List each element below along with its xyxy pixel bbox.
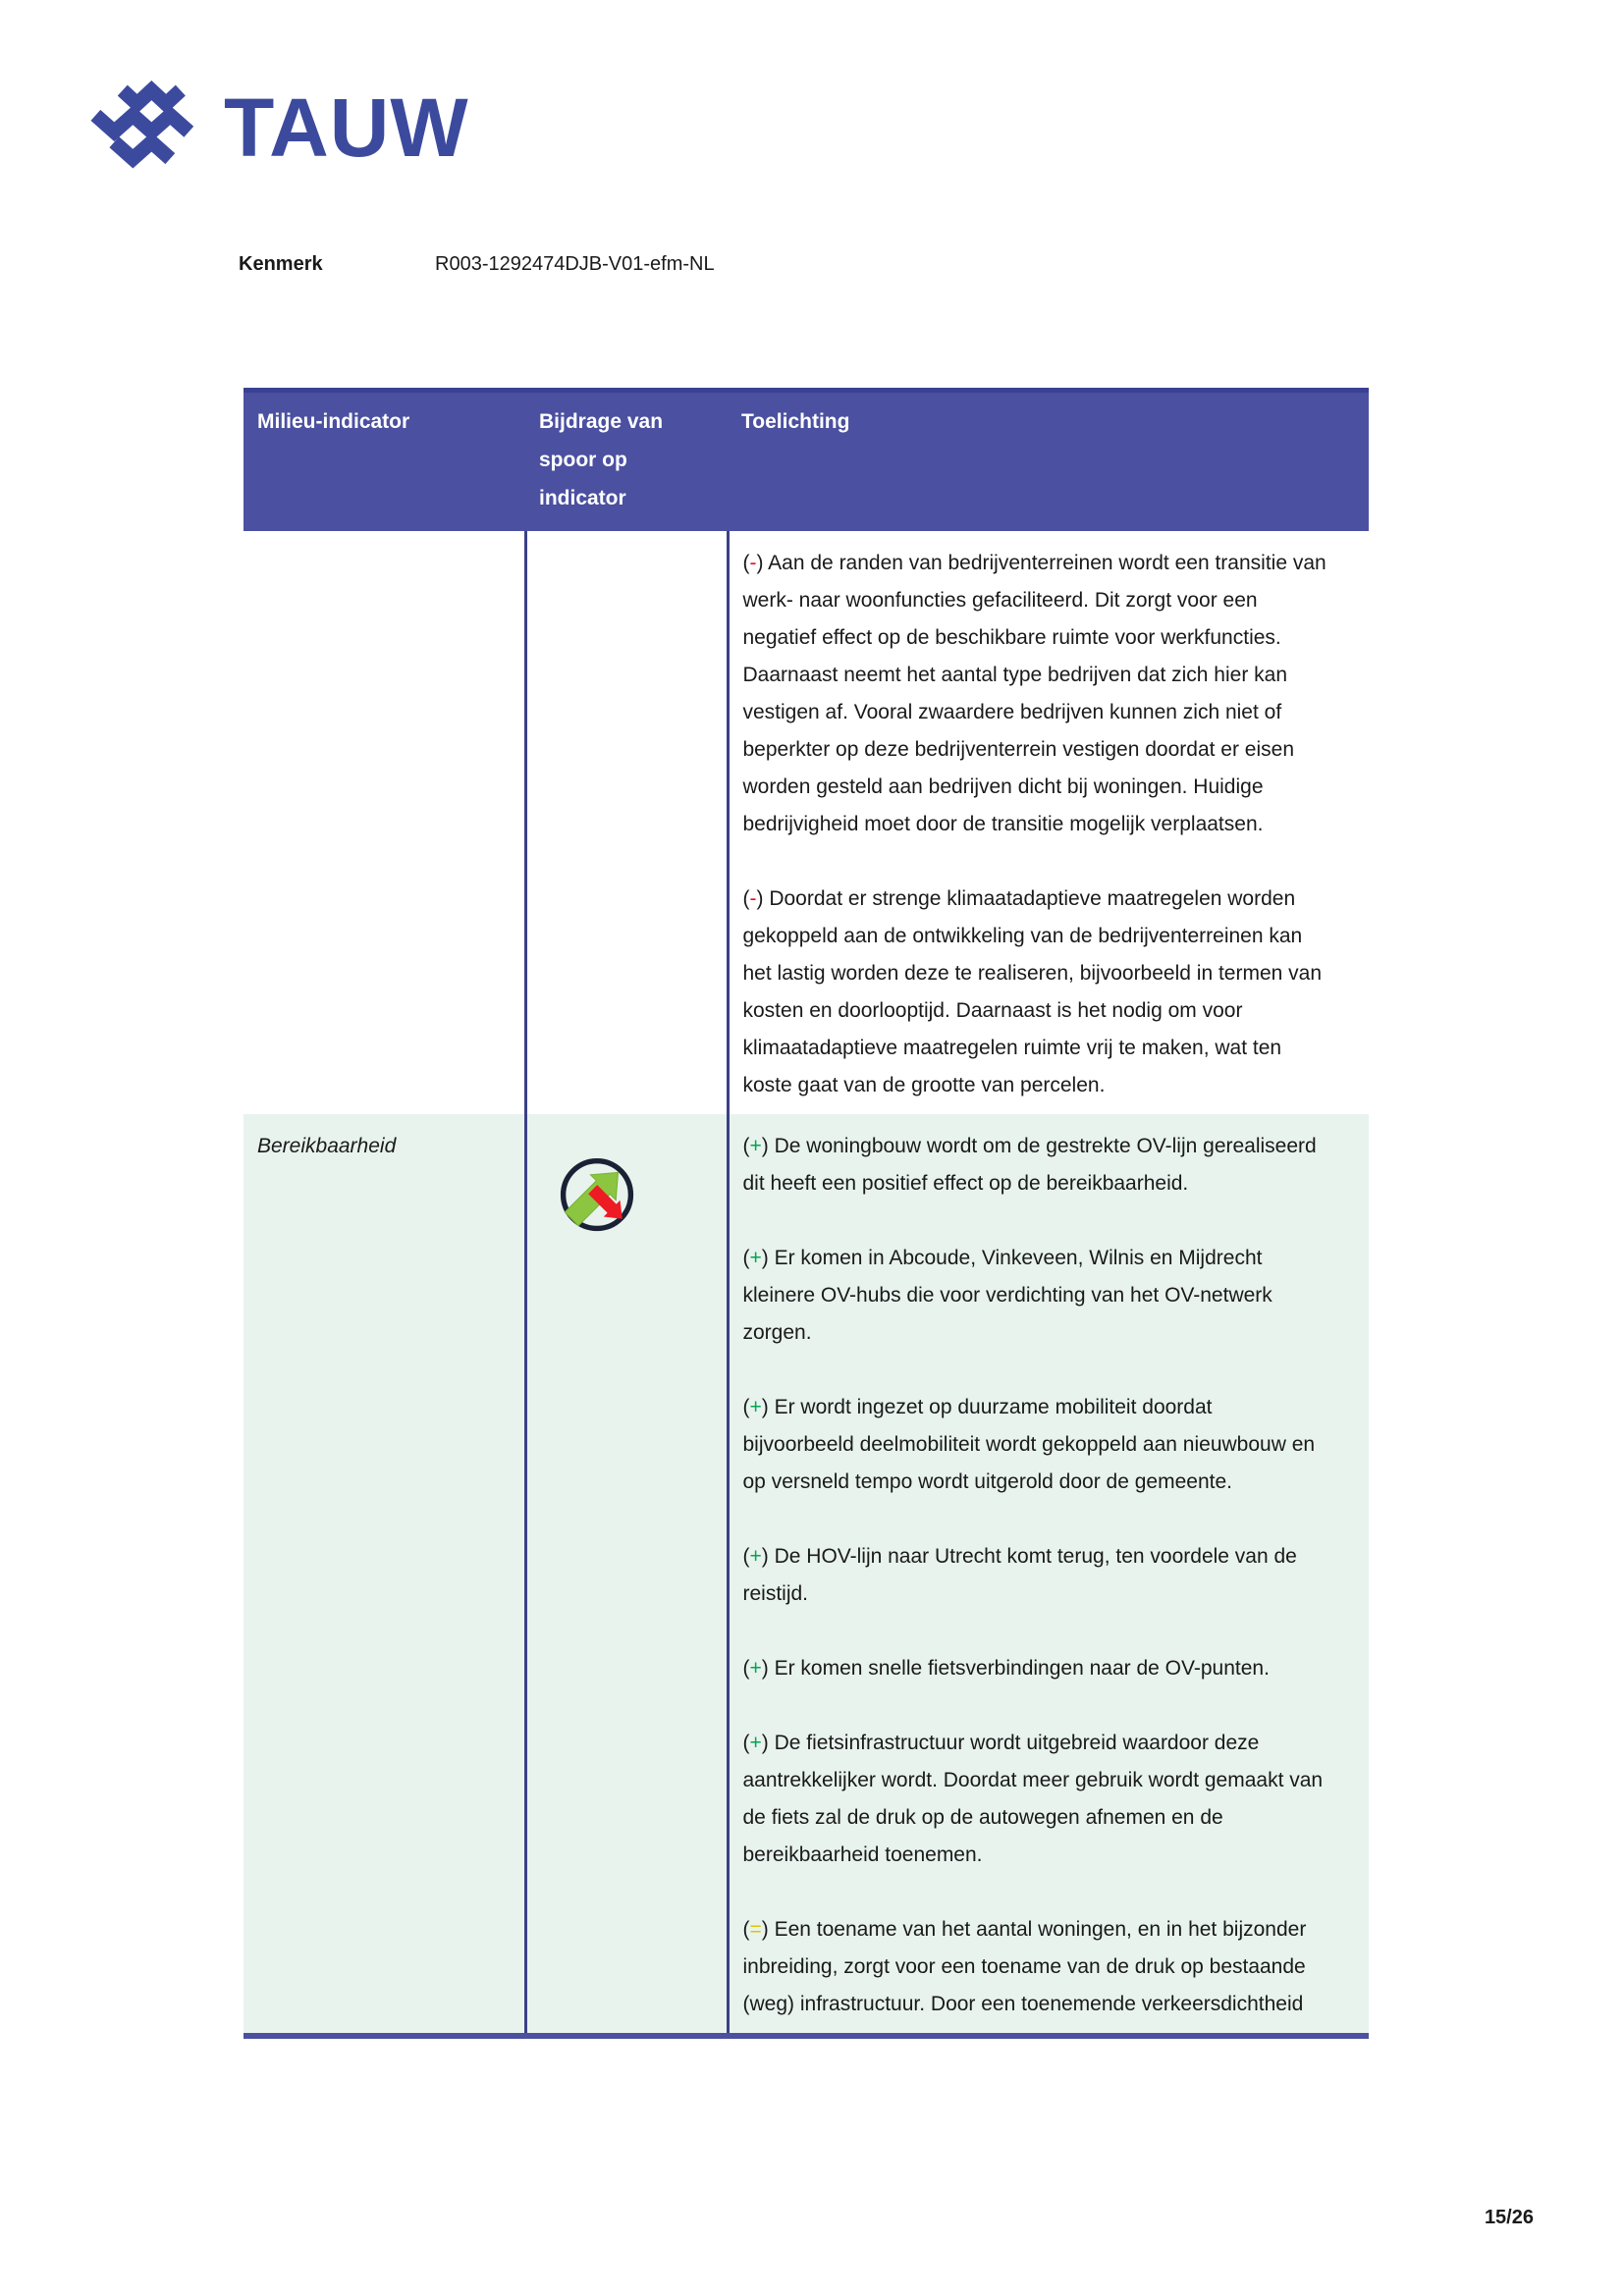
milieu-indicator-cell	[244, 1114, 525, 2036]
effect-marker: (-)	[742, 552, 769, 574]
tauw-logo	[88, 71, 469, 185]
toelichting-paragraph: (-) Aan de randen van bedrijventerreinen wordt een transitie van werk- naar woonfuncties gefaciliteerd. Dit zorgt voor een negatief effect op de beschikbare ruimte voor werkfuncties. Daarnaast neemt het aantal type bedrijven dat zich hier kan vestigen af. Vooral zwaardere bedrijven kunnen zich niet of beperkter op deze bedrijventerrein vestigen doordat er eisen worden gesteld aan bedrijven dicht bij woningen. Huidige bedrijvigheid moet door de transitie mogelijk verplaatsen.	[742, 552, 1326, 835]
toelichting-paragraph: (+) De woningbouw wordt om de gestrekte OV-lijn gerealiseerd dit heeft een positief effect op de bereikbaarheid.	[742, 1135, 1317, 1195]
bijdrage-cell	[525, 1114, 728, 2036]
toelichting-paragraph: (+) De HOV-lijn naar Utrecht komt terug, ten voordele van de reistijd.	[742, 1545, 1297, 1605]
toelichting-paragraph: (-) Doordat er strenge klimaatadaptieve maatregelen worden gekoppeld aan de ontwikkeling van de bedrijventerreinen kan het lastig worden deze te realiseren, bijvoorbeeld in termen van kosten en doorlooptijd. Daarnaast is het nodig om voor klimaatadaptieve maatregelen ruimte vrij te maken, wat ten koste gaat van de grootte van percelen.	[742, 887, 1323, 1096]
effect-marker: (+)	[742, 1732, 775, 1754]
toelichting-paragraph: (+) De fietsinfrastructuur wordt uitgebreid waardoor deze aantrekkelijker wordt. Doordat meer gebruik wordt gemaakt van de fiets zal de druk op de autowegen afnemen en de bereikbaarheid toenemen.	[742, 1732, 1324, 1866]
effect-marker: (+)	[742, 1247, 775, 1269]
effect-marker: (+)	[742, 1135, 775, 1157]
table-header-row	[244, 391, 1369, 532]
toelichting-cell	[728, 531, 1369, 1114]
toelichting-paragraph: (+) Er komen in Abcoude, Vinkeveen, Wilnis en Mijdrecht kleinere OV-hubs die voor verdichting van het OV-netwerk zorgen.	[742, 1247, 1272, 1344]
column-header-toelichting: Toelichting	[728, 391, 1369, 532]
table-row	[244, 531, 1369, 1114]
column-header-bijdrage: Bijdrage van spoor op indicator	[525, 391, 728, 532]
kenmerk-row	[239, 253, 715, 276]
page-number: 15/26	[1484, 2207, 1534, 2228]
bijdrage-cell	[525, 531, 728, 1114]
effect-marker: (=)	[742, 1918, 775, 1941]
milieu-indicator-cell	[244, 531, 525, 1114]
kenmerk-value: R003-1292474DJB-V01-efm-NL	[435, 253, 715, 275]
effect-marker: (-)	[742, 887, 770, 910]
column-header-milieu-indicator: Milieu-indicator	[244, 391, 525, 532]
tauw-logo-text: TAUW	[224, 81, 469, 174]
tauw-wave-icon	[88, 71, 202, 185]
trend-mixed-icon	[555, 1151, 639, 1236]
table-row	[244, 1114, 1369, 2036]
toelichting-cell	[728, 1114, 1369, 2036]
toelichting-paragraph: (=) Een toename van het aantal woningen, en in het bijzonder inbreiding, zorgt voor een toename van de druk op bestaande (weg) infrastructuur. Door een toenemende verkeersdichtheid	[742, 1918, 1307, 2015]
kenmerk-label: Kenmerk	[239, 253, 323, 275]
indicator-name: Bereikbaarheid	[257, 1135, 397, 1157]
effect-marker: (+)	[742, 1545, 775, 1568]
milieu-indicator-table	[244, 388, 1369, 2039]
effect-marker: (+)	[742, 1657, 775, 1680]
toelichting-paragraph: (+) Er komen snelle fietsverbindingen naar de OV-punten.	[742, 1657, 1270, 1680]
toelichting-paragraph: (+) Er wordt ingezet op duurzame mobiliteit doordat bijvoorbeeld deelmobiliteit wordt gekoppeld aan nieuwbouw en op versneld tempo wordt uitgerold door de gemeente.	[742, 1396, 1316, 1493]
effect-marker: (+)	[742, 1396, 775, 1418]
